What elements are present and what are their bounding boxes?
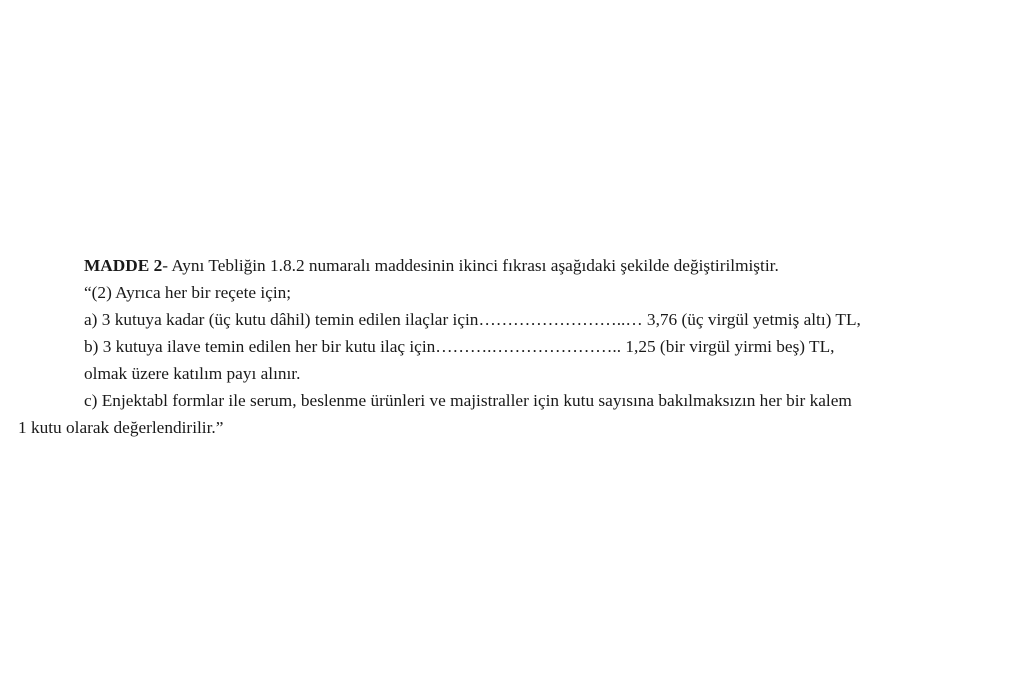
article-intro: - Aynı Tebliğin 1.8.2 numaralı maddesinin ikinci fıkrası aşağıdaki şekilde değiştirilmiştir. — [162, 256, 779, 275]
item-a: a) 3 kutuya kadar (üç kutu dâhil) temin edilen ilaçlar için……………………..… 3,76 (üç virgül yetmiş altı) TL, — [84, 310, 861, 329]
item-c-continuation: 1 kutu olarak değerlendirilir.” — [18, 418, 224, 437]
article-heading-line — [18, 252, 1008, 279]
paragraph-2-intro: “(2) Ayrıca her bir reçete için; — [84, 283, 292, 302]
document-body — [18, 252, 1008, 441]
participation-fee-note: olmak üzere katılım payı alınır. — [84, 364, 301, 383]
item-c: c) Enjektabl formlar ile serum, beslenme ürünleri ve majistraller için kutu sayısına bakılmaksızın her bir kalem — [84, 391, 852, 410]
item-b: b) 3 kutuya ilave temin edilen her bir kutu ilaç için……….………………….. 1,25 (bir virgül yirmi beş) TL, — [84, 337, 835, 356]
article-number: MADDE 2 — [84, 256, 163, 275]
